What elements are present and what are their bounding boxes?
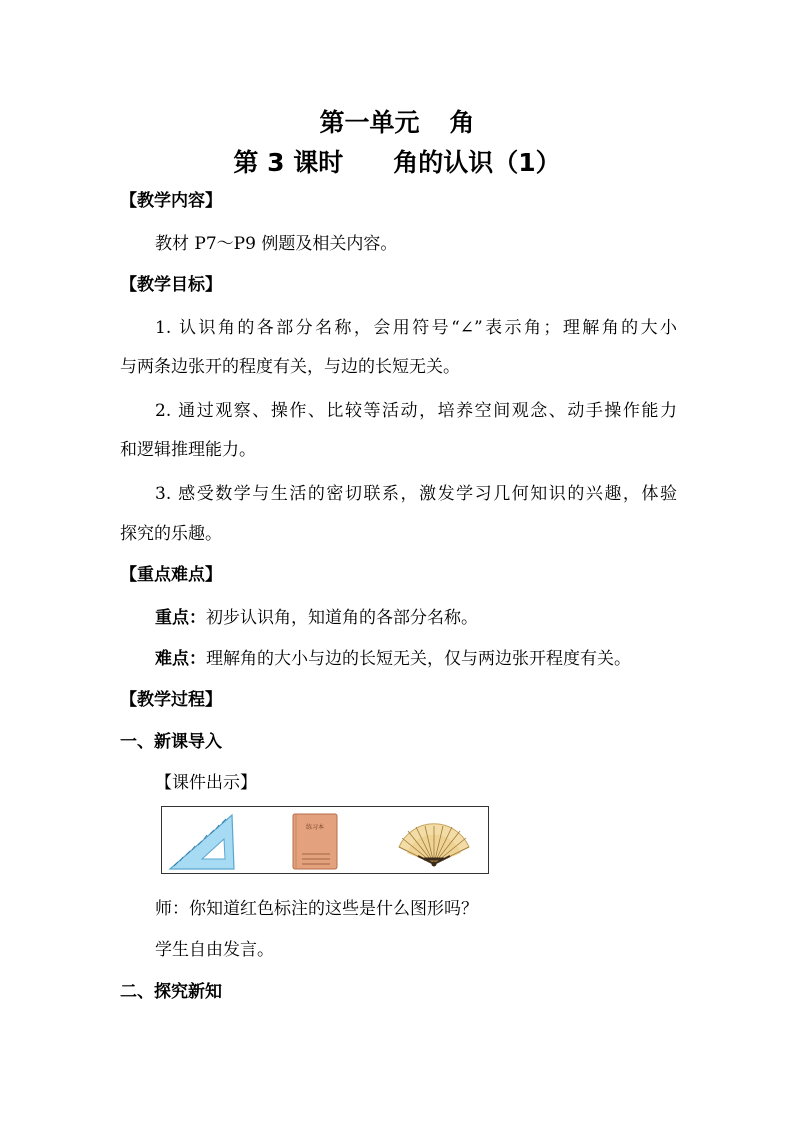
goal-1-line-2: 与两条边张开的程度有关，与边的长短无关。 xyxy=(120,357,460,377)
goal-2-line-2: 和逻辑推理能力。 xyxy=(120,440,256,460)
goal-3-line-2: 探究的乐趣。 xyxy=(120,524,222,544)
difficult-point: 难点：理解角的大小与边的长短无关，仅与两边张开程度有关。 xyxy=(155,649,631,669)
courseware-image xyxy=(161,806,489,874)
goal-2-line-1: 2. 通过观察、操作、比较等活动，培养空间观念、动手操作能力 xyxy=(155,401,677,421)
notebook-icon xyxy=(293,814,337,869)
section-heading-keypoints: 【重点难点】 xyxy=(120,565,222,585)
notebook-label: 练习本 xyxy=(305,824,325,831)
teacher-question: 师：你知道红色标注的这些是什么图形吗？ xyxy=(155,899,478,919)
courseware-illustration xyxy=(162,807,488,873)
lesson-title: 第 3 课时 角的认识（1） xyxy=(233,148,561,177)
part-2-heading: 二、探究新知 xyxy=(120,982,222,1002)
unit-title: 第一单元 角 xyxy=(319,108,475,137)
part-1-heading: 一、新课导入 xyxy=(120,732,222,752)
triangle-ruler-icon xyxy=(170,815,234,869)
key-point: 重点：初步认识角，知道角的各部分名称。 xyxy=(155,608,478,628)
goal-3-line-1: 3. 感受数学与生活的密切联系，激发学习几何知识的兴趣，体验 xyxy=(155,484,677,504)
courseware-label: 【课件出示】 xyxy=(155,773,257,793)
folding-fan-icon xyxy=(399,824,469,867)
section-heading-goals: 【教学目标】 xyxy=(120,275,222,295)
goal-1-line-1: 1. 认识角的各部分名称，会用符号“∠”表示角；理解角的大小 xyxy=(155,318,677,338)
student-response: 学生自由发言。 xyxy=(155,940,274,960)
section-heading-process: 【教学过程】 xyxy=(120,690,222,710)
content-text: 教材 P7～P9 例题及相关内容。 xyxy=(155,234,398,254)
section-heading-content: 【教学内容】 xyxy=(120,191,222,211)
